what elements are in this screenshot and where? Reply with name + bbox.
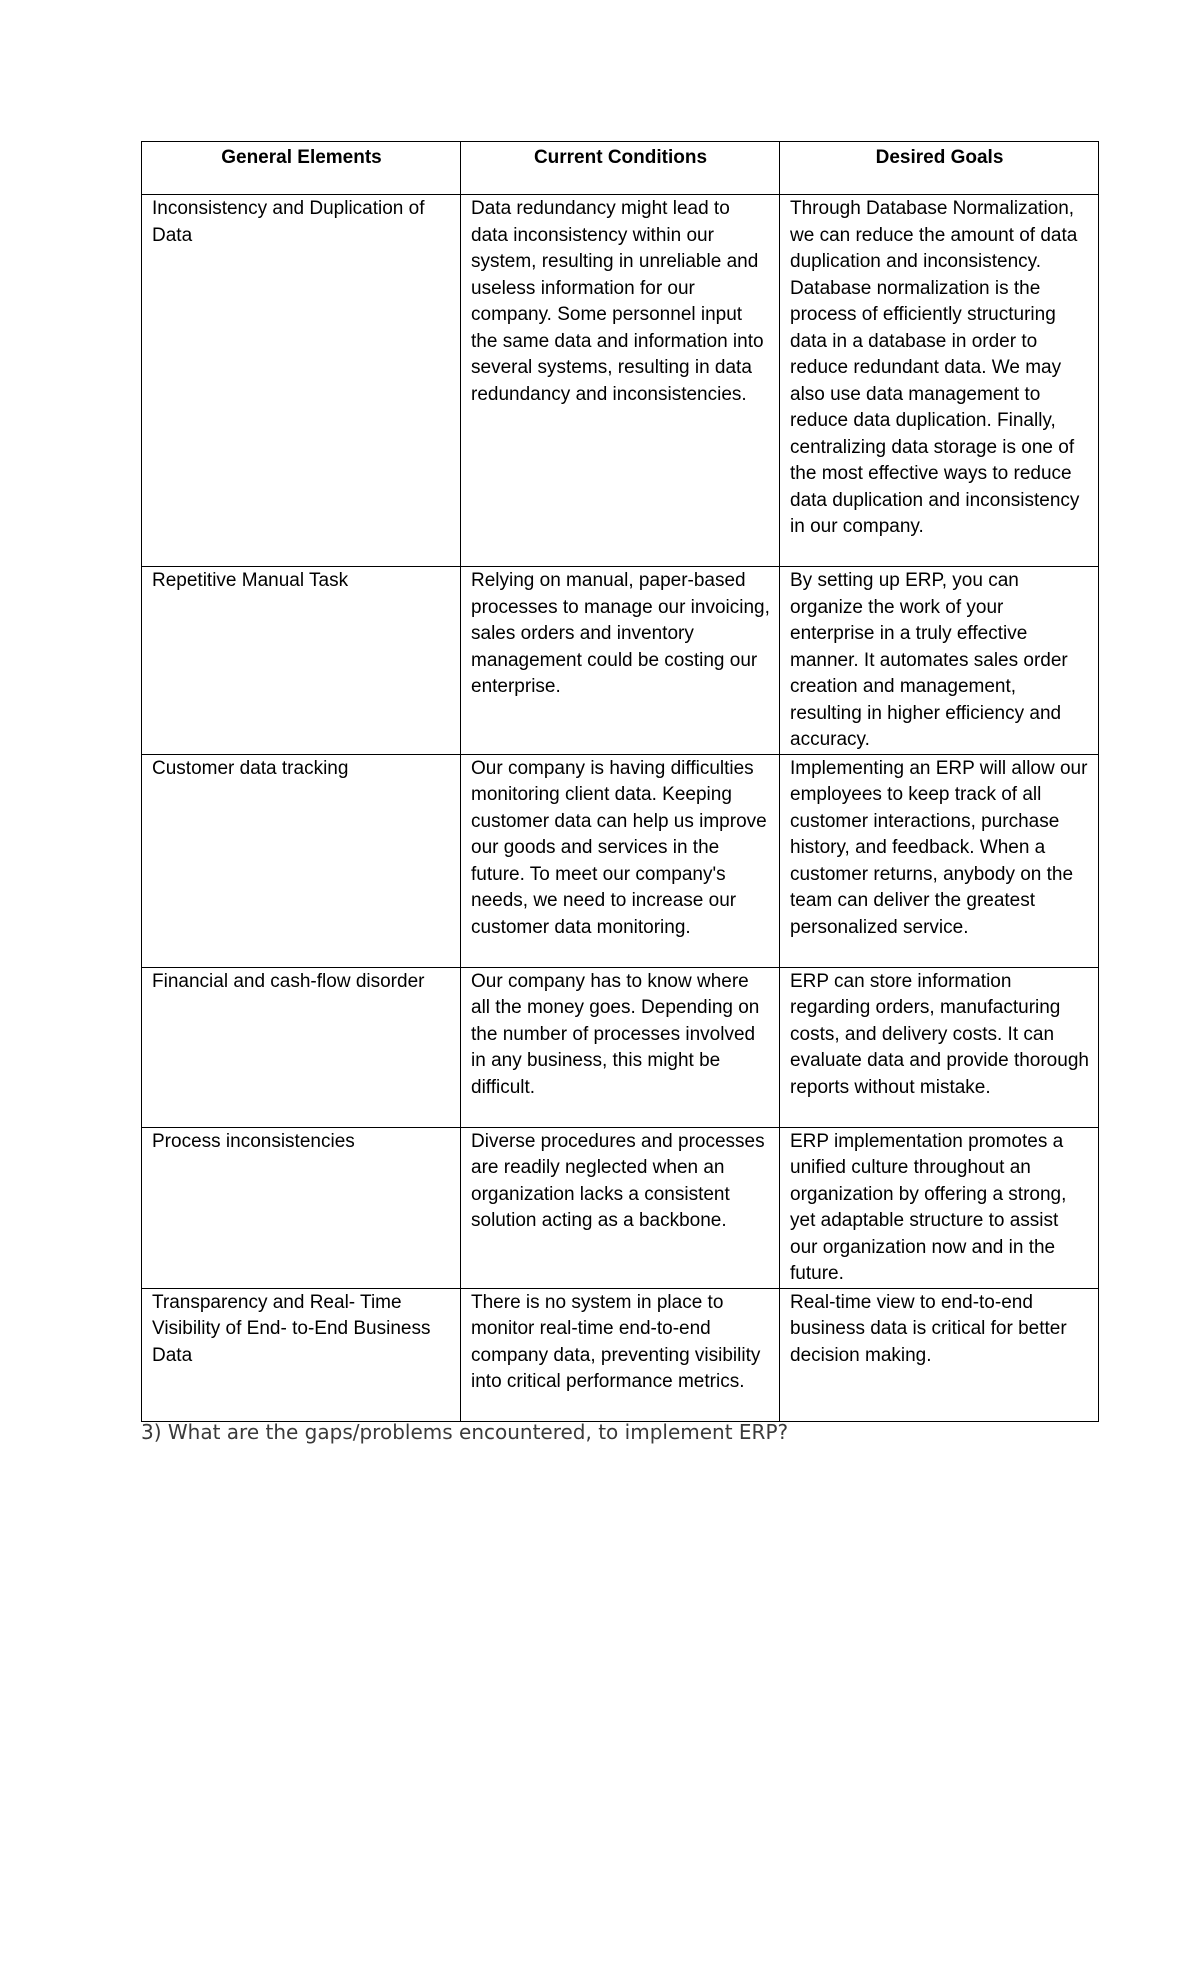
header-current-conditions: Current Conditions: [461, 142, 780, 195]
cell-desired-goal: ERP can store information regarding orders, manufacturing costs, and delivery costs. It can evaluate data and provide thorough reports without mistake.: [780, 967, 1099, 1127]
cell-general-element: Process inconsistencies: [142, 1127, 461, 1288]
cell-current-condition: Diverse procedures and processes are readily neglected when an organization lacks a consistent solution acting as a backbone.: [461, 1127, 780, 1288]
cell-current-condition: Data redundancy might lead to data inconsistency within our system, resulting in unreliable and useless information for our company. Some personnel input the same data and information into several systems, resulting in data redundancy and inconsistencies.: [461, 195, 780, 567]
cell-desired-goal: By setting up ERP, you can organize the work of your enterprise in a truly effective manner. It automates sales order creation and management, resulting in higher efficiency and accuracy.: [780, 567, 1099, 755]
cell-current-condition: Relying on manual, paper-based processes to manage our invoicing, sales orders and inventory management could be costing our enterprise.: [461, 567, 780, 755]
cell-general-element: Financial and cash-flow disorder: [142, 967, 461, 1127]
cell-current-condition: Our company is having difficulties monitoring client data. Keeping customer data can help us improve our goods and services in the future. To meet our company's needs, we need to increase our customer data monitoring.: [461, 754, 780, 967]
cell-desired-goal: Real-time view to end-to-end business data is critical for better decision making.: [780, 1288, 1099, 1421]
table-header-row: [142, 142, 1099, 195]
question-heading: 3) What are the gaps/problems encountered, to implement ERP?: [141, 1420, 789, 1444]
cell-desired-goal: Implementing an ERP will allow our employees to keep track of all customer interactions, purchase history, and feedback. When a customer returns, anybody on the team can deliver the greatest personalized service.: [780, 754, 1099, 967]
cell-general-element: Repetitive Manual Task: [142, 567, 461, 755]
cell-general-element: Transparency and Real- Time Visibility of End- to-End Business Data: [142, 1288, 461, 1421]
cell-desired-goal: ERP implementation promotes a unified culture throughout an organization by offering a strong, yet adaptable structure to assist our organization now and in the future.: [780, 1127, 1099, 1288]
table-row: [142, 1288, 1099, 1421]
cell-current-condition: Our company has to know where all the money goes. Depending on the number of processes involved in any business, this might be difficult.: [461, 967, 780, 1127]
cell-current-condition: There is no system in place to monitor real-time end-to-end company data, preventing visibility into critical performance metrics.: [461, 1288, 780, 1421]
erp-gap-table: [141, 141, 1099, 1422]
table-row: [142, 1127, 1099, 1288]
cell-desired-goal: Through Database Normalization, we can reduce the amount of data duplication and inconsistency. Database normalization is the process of efficiently structuring data in a database in order to reduce redundant data. We may also use data management to reduce data duplication. Finally, centralizing data storage is one of the most effective ways to reduce data duplication and inconsistency in our company.: [780, 195, 1099, 567]
header-desired-goals: Desired Goals: [780, 142, 1099, 195]
table-row: [142, 967, 1099, 1127]
cell-general-element: Inconsistency and Duplication of Data: [142, 195, 461, 567]
table-row: [142, 195, 1099, 567]
header-general-elements: General Elements: [142, 142, 461, 195]
table-row: [142, 567, 1099, 755]
table-row: [142, 754, 1099, 967]
cell-general-element: Customer data tracking: [142, 754, 461, 967]
